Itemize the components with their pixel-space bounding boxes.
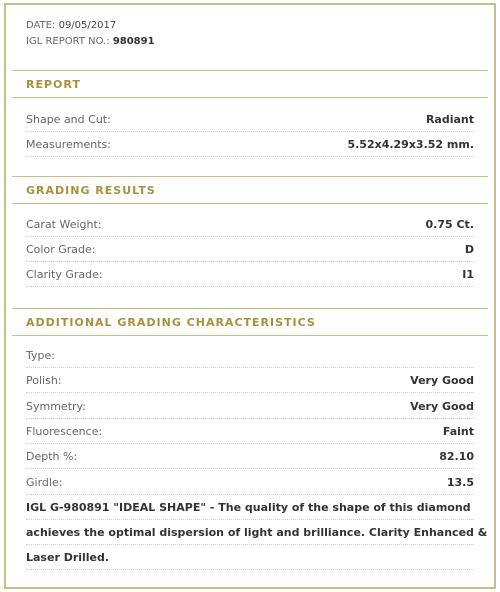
color-grade-row (26, 237, 474, 262)
fluorescence-value: Faint (442, 425, 474, 438)
shape-cut-row (26, 107, 474, 132)
report-number-line (26, 34, 155, 50)
grading-note (26, 495, 488, 570)
polish-label: Polish: (26, 374, 62, 387)
depth-value: 82.10 (439, 450, 474, 463)
polish-row (26, 368, 474, 393)
additional-section-heading: ADDITIONAL GRADING CHARACTERISTICS (12, 308, 488, 336)
note-line: IGL G-980891 "IDEAL SHAPE" - The quality of the shape of this diamond (26, 495, 474, 520)
type-label: Type: (26, 349, 55, 362)
date-label: DATE: (26, 20, 56, 31)
date-value: 09/05/2017 (58, 20, 117, 31)
girdle-label: Girdle: (26, 476, 63, 489)
symmetry-row (26, 394, 474, 419)
note-line: achieves the optimal dispersion of light and brilliance. Clarity Enhanced & (26, 520, 474, 545)
type-row (26, 343, 474, 368)
measurements-row (26, 132, 474, 157)
date-line (26, 18, 155, 34)
report-number-label: IGL REPORT NO.: (26, 36, 110, 47)
report-meta (26, 18, 155, 50)
report-number-value: 980891 (112, 36, 155, 47)
carat-weight-label: Carat Weight: (26, 218, 102, 231)
clarity-grade-row (26, 262, 474, 287)
note-line: Laser Drilled. (26, 545, 474, 570)
shape-cut-value: Radiant (425, 113, 474, 126)
measurements-label: Measurements: (26, 138, 111, 151)
fluorescence-label: Fluorescence: (26, 425, 103, 438)
carat-weight-value: 0.75 Ct. (425, 218, 474, 231)
shape-cut-label: Shape and Cut: (26, 113, 111, 126)
fluorescence-row (26, 419, 474, 444)
measurements-value: 5.52x4.29x3.52 mm. (347, 138, 474, 151)
polish-value: Very Good (410, 374, 474, 387)
clarity-grade-label: Clarity Grade: (26, 268, 103, 281)
girdle-value: 13.5 (446, 476, 474, 489)
girdle-row (26, 470, 474, 495)
color-grade-label: Color Grade: (26, 243, 96, 256)
depth-label: Depth %: (26, 450, 78, 463)
symmetry-value: Very Good (410, 400, 474, 413)
depth-row (26, 444, 474, 469)
carat-weight-row (26, 212, 474, 237)
clarity-grade-value: I1 (462, 268, 474, 281)
color-grade-value: D (464, 243, 474, 256)
symmetry-label: Symmetry: (26, 400, 86, 413)
report-section-heading: REPORT (12, 70, 488, 98)
grading-section-heading: GRADING RESULTS (12, 176, 488, 204)
